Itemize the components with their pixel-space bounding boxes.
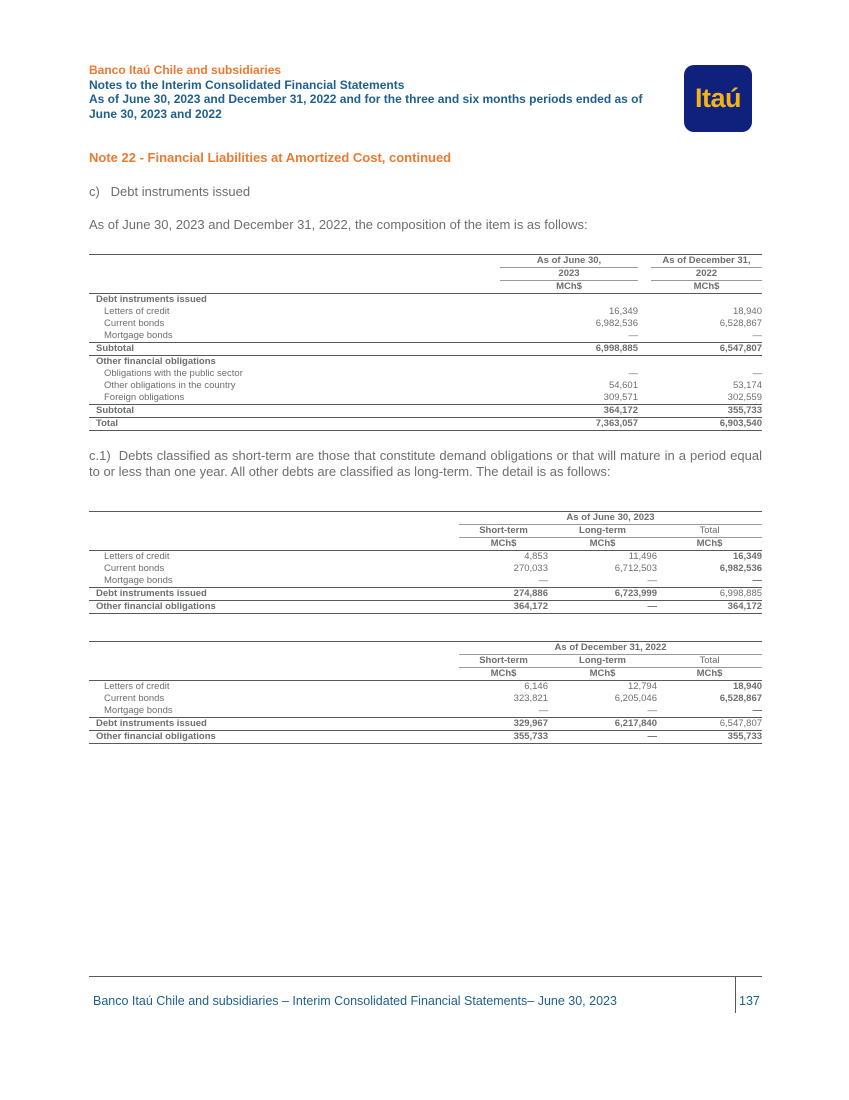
period-header: As of December 31, 2022 <box>459 642 762 655</box>
footer-separator <box>735 977 736 1013</box>
note-title: Note 22 - Financial Liabilities at Amortized Cost, continued <box>89 150 452 165</box>
section-heading: c) Debt instruments issued <box>89 184 251 199</box>
table-row: Other obligations in the country 54,601 53,174 <box>104 380 762 391</box>
col-unit: MCh$ <box>548 538 657 551</box>
col-long-term: Long-term <box>548 655 657 668</box>
footer-text: Banco Itaú Chile and subsidiaries – Interim Consolidated Financial Statements– June 30, 2023 <box>93 994 617 1008</box>
document-header <box>89 63 669 121</box>
table-row: Letters of credit 16,349 18,940 <box>104 306 762 317</box>
col-unit: MCh$ <box>459 538 548 551</box>
col-unit: MCh$ <box>657 668 762 681</box>
other-obligations-row: Other financial obligations 355,733 — 355,733 <box>89 731 762 744</box>
header-period: As of June 30, 2023 and December 31, 2022 and for the three and six months periods ended as of June 30, 2023 and 2022 <box>89 92 643 121</box>
itau-logo <box>684 65 752 132</box>
col-unit: MCh$ <box>500 281 638 294</box>
debt-instruments-row: Debt instruments issued 274,886 6,723,999 6,998,885 <box>89 588 762 601</box>
col-year-2023: 2023 <box>500 268 638 281</box>
table-row: Current bonds 323,821 6,205,046 6,528,867 <box>104 693 763 704</box>
col-year-2022: 2022 <box>651 268 762 281</box>
group-title: Debt instruments issued <box>96 294 207 305</box>
col-total: Total <box>657 525 762 538</box>
table-row: Mortgage bonds — — — <box>104 705 763 716</box>
period-header: As of June 30, 2023 <box>459 512 762 525</box>
col-unit: MCh$ <box>548 668 657 681</box>
other-obligations-row: Other financial obligations 364,172 — 364,172 <box>89 601 762 614</box>
col-header-december: As of December 31, <box>651 255 762 268</box>
col-total: Total <box>657 655 762 668</box>
c1-paragraph: c.1) Debts classified as short-term are those that constitute demand obligations or that will mature in a period equal to or less than one year. All other debts are classified as long-term. The detail is as follows: <box>89 448 762 479</box>
table-row: Mortgage bonds — — — <box>104 575 763 586</box>
table-row: Current bonds 6,982,536 6,528,867 <box>104 318 762 329</box>
col-unit: MCh$ <box>657 538 762 551</box>
col-short-term: Short-term <box>459 655 548 668</box>
total-row: Total 7,363,057 6,903,540 <box>89 418 762 431</box>
col-short-term: Short-term <box>459 525 548 538</box>
subtotal-row: Subtotal 364,172 355,733 <box>89 405 762 418</box>
table-row: Letters of credit 4,853 11,496 16,349 <box>104 551 763 562</box>
logo-text: Itaú <box>694 83 741 113</box>
debt-instruments-row: Debt instruments issued 329,967 6,217,840 6,547,807 <box>89 718 762 731</box>
maturity-table-june-2023 <box>89 511 762 614</box>
header-subtitle: Notes to the Interim Consolidated Financial Statements <box>89 77 405 92</box>
company-name: Banco Itaú Chile and subsidiaries <box>89 63 282 77</box>
table-row: Letters of credit 6,146 12,794 18,940 <box>104 681 763 692</box>
col-long-term: Long-term <box>548 525 657 538</box>
table-row: Mortgage bonds — — <box>104 330 762 341</box>
col-header-june: As of June 30, <box>500 255 638 268</box>
group-title: Other financial obligations <box>96 356 216 367</box>
table-row: Obligations with the public sector — — <box>104 368 762 379</box>
subtotal-row: Subtotal 6,998,885 6,547,807 <box>89 343 762 356</box>
table-row: Current bonds 270,033 6,712,503 6,982,536 <box>104 563 763 574</box>
maturity-table-december-2022 <box>89 641 762 744</box>
table-row: Foreign obligations 309,571 302,559 <box>104 392 762 403</box>
col-unit: MCh$ <box>651 281 762 294</box>
page-number: 137 <box>739 994 760 1008</box>
col-unit: MCh$ <box>459 668 548 681</box>
composition-table <box>89 254 762 431</box>
intro-paragraph: As of June 30, 2023 and December 31, 2022, the composition of the item is as follows: <box>89 217 588 232</box>
footer-divider <box>89 976 762 977</box>
